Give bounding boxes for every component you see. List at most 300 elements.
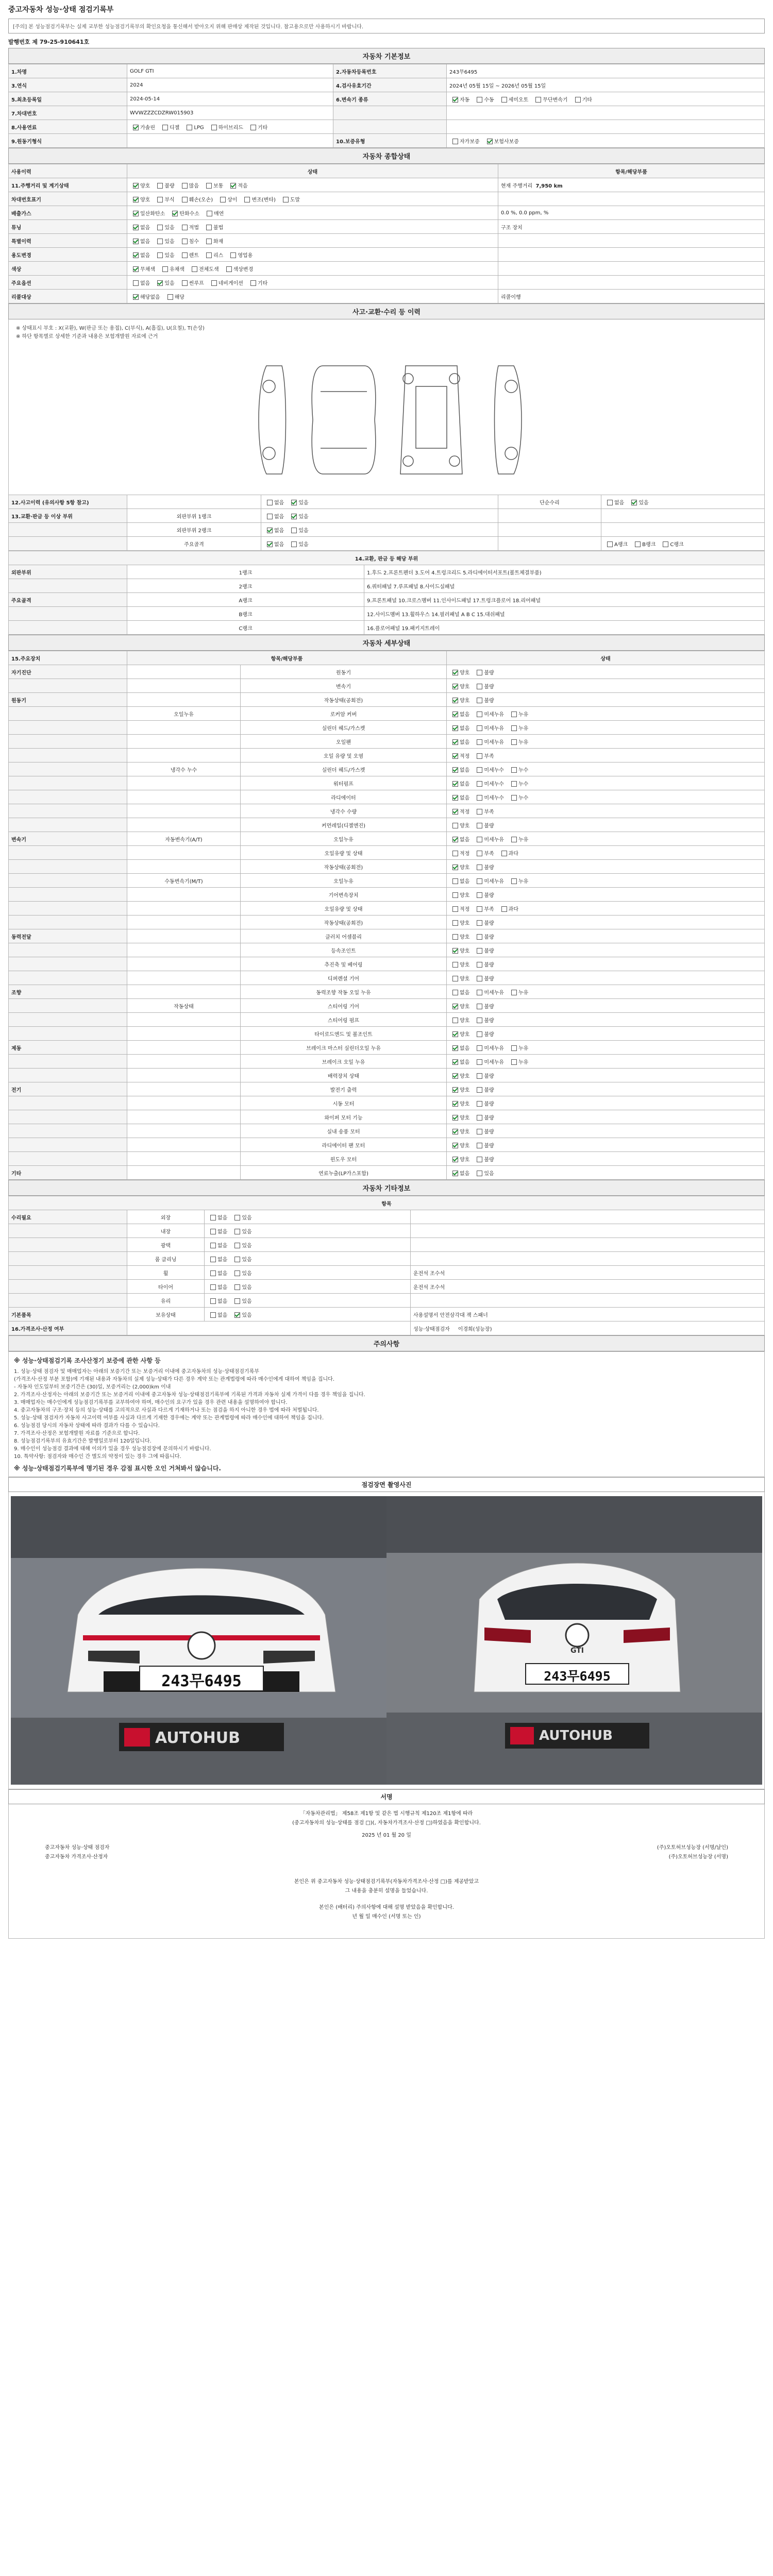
- option-label: 있음: [242, 1298, 252, 1304]
- checkbox-icon: [607, 541, 613, 547]
- price-label: 16.가격조사·산정 여부: [9, 1321, 127, 1335]
- option-label: 부식: [164, 197, 175, 203]
- option-label: 도말: [290, 197, 300, 203]
- option-label: 부족: [484, 851, 494, 857]
- detail-option: [474, 1127, 494, 1135]
- detail-system: 자기진단: [9, 665, 127, 679]
- other-row: [9, 1294, 765, 1308]
- option-label: 적정: [460, 753, 470, 759]
- detail-item: 시동 모터: [241, 1096, 447, 1110]
- checkbox-icon: [187, 125, 192, 130]
- report-notice: [주의] 본 성능점검기록부는 실제 교부한 성능점검기록부의 확인요청을 통신해서 받아오지 위해 판매상 제작된 것입니다. 참고용으로만 사용하시기 바랍니다.: [8, 19, 765, 33]
- option-label: 불량: [484, 823, 494, 829]
- detail-item: 클러치 어셈블리: [241, 929, 447, 943]
- detail-state: [447, 860, 765, 874]
- option-label: 있음: [242, 1270, 252, 1277]
- parts-items: 12.사이드멤버 13.휠하우스 14.필러패널 A B C 15.대쉬패널: [364, 607, 765, 621]
- detail-option: [449, 919, 469, 926]
- detail-item: 오일 유량 및 오염: [241, 749, 447, 762]
- detail-system: [9, 721, 127, 735]
- checkbox-icon: [477, 837, 482, 842]
- detail-row: [9, 1124, 765, 1138]
- detail-row: [9, 1110, 765, 1124]
- detail-option: [474, 1072, 494, 1079]
- checkbox-icon: [452, 892, 458, 898]
- notes-warning: ※ 성능·상태점검기록부에 명기된 경우 감점 표시한 오인 거쳐봐서 않습니다.: [14, 1465, 221, 1472]
- checkbox-icon: [452, 781, 458, 787]
- detail-option: [449, 724, 469, 732]
- option-label: 양호: [460, 1018, 470, 1024]
- notes-line: (가격조사·산정 부분 포함)에 기재된 내용과 자동차의 실제 성능·상태가 다른 경우 계약 또는 관계법령에 따라 매수인에게 대하여 책임을 집니다.: [14, 1377, 334, 1382]
- checkbox-icon: [291, 514, 297, 519]
- checkbox-icon: [157, 225, 163, 230]
- option-label: 있음: [298, 500, 309, 506]
- doc-number-value: 79-25-910641호: [39, 39, 90, 45]
- accident-state: [261, 523, 498, 537]
- parts-group: [9, 607, 127, 621]
- accident-title: 사고·교환·수리 등 이력: [8, 303, 765, 319]
- option-label: 있음: [164, 225, 175, 231]
- overall-extra: 0.0 %, 0.0 ppm, %: [498, 206, 765, 220]
- accident-state-2: [601, 523, 765, 537]
- option-label: 있음: [164, 280, 175, 286]
- detail-option: [474, 1030, 494, 1038]
- option-label: 양호: [140, 197, 150, 203]
- accident2-option: [628, 498, 648, 506]
- checkbox-icon: [477, 962, 482, 968]
- option-label: 없음: [460, 1045, 470, 1052]
- checkbox-icon: [206, 183, 212, 189]
- basic-row: [9, 64, 765, 78]
- checkbox-icon: [452, 823, 458, 828]
- detail-part: [127, 721, 241, 735]
- detail-system: [9, 707, 127, 721]
- option-label: 있음: [242, 1243, 252, 1249]
- detail-option: [449, 668, 469, 676]
- basic-row: [9, 106, 765, 120]
- detail-part: [127, 846, 241, 860]
- checkbox-icon: [133, 280, 139, 286]
- detail-option: [449, 1002, 469, 1010]
- checkbox-icon: [452, 1045, 458, 1051]
- overall-extra: [498, 234, 765, 248]
- overall-state: [127, 192, 498, 206]
- other-option: [207, 1241, 227, 1249]
- detail-item: 작동상태(공회전): [241, 916, 447, 929]
- overall-option: [154, 237, 174, 245]
- option-label: 없음: [460, 795, 470, 801]
- checkbox-icon: [452, 1018, 458, 1023]
- other-state: [205, 1308, 411, 1321]
- option-label: 없음: [460, 711, 470, 718]
- option-label: 양호: [460, 823, 470, 829]
- detail-part: [127, 971, 241, 985]
- other-item: 유리: [127, 1294, 205, 1308]
- accident-label: 12.사고이력 (유의사항 5항 참고): [9, 495, 127, 509]
- option-label: 없음: [614, 500, 625, 506]
- option-label: 부족: [484, 809, 494, 815]
- detail-option: [474, 1155, 494, 1163]
- detail-state: [447, 721, 765, 735]
- detail-option: [449, 863, 469, 871]
- checkbox-icon: [452, 1031, 458, 1037]
- basic-value: [127, 134, 333, 148]
- detail-option: [508, 988, 528, 996]
- checkbox-icon: [226, 266, 232, 272]
- option-label: 없음: [274, 514, 284, 520]
- detail-item: 로커암 커버: [241, 707, 447, 721]
- overall-state: [127, 276, 498, 290]
- detail-row: [9, 1041, 765, 1055]
- receipt-line-2: 그 내용을 충분히 설명을 들었습니다.: [345, 1888, 428, 1894]
- option-label: 있음: [242, 1257, 252, 1263]
- detail-state: [447, 971, 765, 985]
- transmission-option: [572, 95, 592, 103]
- basic-label-2: 10.보증유형: [333, 134, 447, 148]
- checkbox-icon: [477, 1059, 482, 1065]
- option-label: 렌트: [189, 252, 199, 259]
- detail-section: [8, 635, 765, 1180]
- option-label: 훼손(오손): [189, 197, 213, 203]
- sign-line-2: (중고자동차의 성능·상태를 점검 □)(, 자동차가격조사·산정 □)하였음을 확인합니다.: [292, 1820, 481, 1826]
- option-label: 많음: [189, 183, 199, 189]
- parts-rank: 2랭크: [127, 579, 364, 593]
- detail-state: [447, 1082, 765, 1096]
- basic-label: 8.사용연료: [9, 120, 127, 134]
- option-label: 하이브리드: [218, 125, 243, 131]
- overall-state: [127, 178, 498, 192]
- detail-system: [9, 1069, 127, 1082]
- detail-state: [447, 985, 765, 999]
- checkbox-icon: [267, 528, 273, 533]
- option-label: 미세누유: [484, 878, 504, 885]
- checkbox-icon: [452, 1143, 458, 1148]
- overall-option: [280, 195, 300, 203]
- option-label: 양호: [460, 684, 470, 690]
- option-label: 썬루프: [189, 280, 204, 286]
- option-label: 불량: [484, 1101, 494, 1107]
- option-label: 적음: [238, 183, 248, 189]
- other-item: 외장: [127, 1210, 205, 1224]
- overall-option: [154, 223, 174, 231]
- checkbox-icon: [511, 1045, 517, 1051]
- option-label: 없음: [217, 1298, 228, 1304]
- checkbox-icon: [452, 670, 458, 675]
- option-label: 변조(변타): [251, 197, 276, 203]
- other-option: [231, 1311, 251, 1318]
- detail-item: 타이로드엔드 및 볼조인트: [241, 1027, 447, 1041]
- checkbox-icon: [452, 809, 458, 815]
- other-extra: [411, 1252, 765, 1266]
- basic-value-2: 2024년 05월 15일 ~ 2026년 05월 15일: [447, 78, 765, 92]
- detail-part: [127, 735, 241, 749]
- parts-items: 16.플로어패널 19.패키지트레이: [364, 621, 765, 635]
- detail-item: 디퍼렌셜 기어: [241, 971, 447, 985]
- detail-option: [474, 1058, 504, 1065]
- overall-option: [169, 209, 199, 217]
- notes-line: 1. 성능·상태 점검자 및 매매업자는 아래의 보증기간 또는 보증거리 이내에 중고자동차의 성능·상태점검기록부: [14, 1369, 259, 1375]
- legend-line-2: ※ 하단 항목별로 상세한 기준과 내용은 보험개발원 자료에 근거: [16, 334, 158, 340]
- inspector-name: 이경희(성능장): [458, 1326, 492, 1332]
- option-label: 불량: [484, 684, 494, 690]
- checkbox-icon: [452, 878, 458, 884]
- detail-part: [127, 1041, 241, 1055]
- detail-system: [9, 1152, 127, 1166]
- overall-option: [130, 251, 150, 259]
- parts-items: 6.쿼터패널 7.루프패널 8.사이드실패널: [364, 579, 765, 593]
- detail-option: [449, 974, 469, 982]
- checkbox-icon: [234, 1257, 240, 1262]
- option-label: 있음: [298, 528, 309, 534]
- detail-option: [449, 1030, 469, 1038]
- checkbox-icon: [234, 1298, 240, 1304]
- overall-row: [9, 234, 765, 248]
- notes-body: [8, 1351, 765, 1477]
- detail-state: [447, 749, 765, 762]
- detail-part: [127, 860, 241, 874]
- option-label: 해당: [174, 294, 184, 300]
- checkbox-icon: [267, 514, 273, 519]
- checkbox-icon: [182, 197, 188, 202]
- detail-part: 냉각수 누수: [127, 762, 241, 776]
- checkbox-icon: [157, 239, 163, 244]
- checkbox-icon: [157, 197, 163, 202]
- checkbox-icon: [172, 211, 178, 216]
- checkbox-icon: [477, 851, 482, 856]
- fuel-option: [130, 123, 155, 131]
- option-label: 불량: [484, 920, 494, 926]
- option-label: 불량: [484, 1004, 494, 1010]
- sign-inspector-row: [14, 1843, 759, 1853]
- option-label: 누유: [518, 990, 529, 996]
- detail-system: 동력전달: [9, 929, 127, 943]
- checkbox-icon: [133, 183, 139, 189]
- detail-system: [9, 749, 127, 762]
- option-label: 없음: [460, 1059, 470, 1065]
- checkbox-icon: [452, 1157, 458, 1162]
- detail-row: [9, 929, 765, 943]
- accident-label-2: [498, 509, 601, 523]
- parts-row: [9, 607, 765, 621]
- basic-label-2: [333, 106, 447, 120]
- detail-item: 변속기: [241, 679, 447, 693]
- warranty-option: [484, 137, 519, 145]
- option-label: 없음: [217, 1243, 228, 1249]
- other-option: [207, 1297, 227, 1304]
- basic-value-2: [447, 106, 765, 120]
- checkbox-icon: [511, 1059, 517, 1065]
- other-row: [9, 1224, 765, 1238]
- detail-system: [9, 776, 127, 790]
- detail-option: [449, 779, 469, 787]
- accident-sub: 주요골격: [127, 537, 261, 551]
- accident-state-2: [601, 509, 765, 523]
- detail-state: [447, 707, 765, 721]
- overall-option: [154, 181, 174, 189]
- parts-row: [9, 593, 765, 607]
- other-table: [8, 1196, 765, 1335]
- detail-state: [447, 762, 765, 776]
- overall-option: [130, 209, 165, 217]
- option-label: 미세누수: [484, 795, 504, 801]
- option-label: 미세누유: [484, 1059, 504, 1065]
- detail-row: [9, 776, 765, 790]
- option-label: 양호: [460, 1087, 470, 1093]
- detail-system: [9, 916, 127, 929]
- parts-row: [9, 621, 765, 635]
- overall-option: [223, 265, 254, 273]
- sign-price-value: (주)오토허브성능장 (서명): [668, 1854, 728, 1860]
- detail-option: [449, 766, 469, 773]
- other-option: [231, 1241, 251, 1249]
- option-label: 보험사보증: [494, 139, 519, 145]
- detail-option: [449, 1016, 469, 1024]
- accident-sub: 외판부위 1랭크: [127, 509, 261, 523]
- detail-row: [9, 957, 765, 971]
- notes-line: 9. 매수인이 성능점검 결과에 대해 이의가 있을 경우 성능점검장에 문의하시기 바랍니다.: [14, 1446, 211, 1452]
- detail-option: [449, 696, 469, 704]
- detail-part: [127, 916, 241, 929]
- accident2-option: [604, 540, 628, 548]
- option-label: LPG: [194, 125, 204, 131]
- notes-line: 2. 가격조사·산정자는 아래의 보증기간 또는 보증거리 이내에 중고자동차 성능·상태점검기록부에 기록된 가격과 자동차 실제 가격이 다를 경우 책임을 집니다.: [14, 1392, 365, 1398]
- other-state: [205, 1210, 411, 1224]
- detail-option: [474, 668, 494, 676]
- option-label: 양호: [460, 934, 470, 940]
- detail-system: [9, 762, 127, 776]
- basic-row: [9, 120, 765, 134]
- detail-option: [449, 821, 469, 829]
- rear-photo: [386, 1496, 762, 1785]
- other-item: 룸 클리닝: [127, 1252, 205, 1266]
- detail-option: [508, 779, 528, 787]
- detail-state: [447, 1069, 765, 1082]
- checkbox-icon: [452, 97, 458, 103]
- detail-system: [9, 999, 127, 1013]
- detail-item: 실내 송풍 모터: [241, 1124, 447, 1138]
- option-label: 없음: [460, 781, 470, 787]
- overall-label: 색상: [9, 262, 127, 276]
- detail-state: [447, 888, 765, 902]
- detail-state: [447, 790, 765, 804]
- detail-item: 오일누유: [241, 832, 447, 846]
- checkbox-icon: [157, 252, 163, 258]
- overall-option: [203, 237, 223, 245]
- option-label: 전체도색: [198, 266, 219, 273]
- detail-option: [474, 988, 504, 996]
- detail-state: [447, 1152, 765, 1166]
- checkbox-icon: [477, 948, 482, 954]
- option-label: 자동: [460, 97, 470, 103]
- checkbox-icon: [452, 1059, 458, 1065]
- option-label: 불량: [164, 183, 175, 189]
- detail-row: [9, 1069, 765, 1082]
- option-label: 자가보증: [460, 139, 480, 145]
- detail-option: [474, 752, 494, 759]
- doc-number: [5, 36, 768, 48]
- detail-option: [449, 807, 469, 815]
- option-label: 미세누유: [484, 990, 504, 996]
- checkbox-icon: [511, 739, 517, 745]
- accident-state: [261, 495, 498, 509]
- detail-option: [474, 877, 504, 885]
- checkbox-icon: [477, 1031, 482, 1037]
- accident-label-2: 단순수리: [498, 495, 601, 509]
- option-label: 양호: [460, 892, 470, 899]
- detail-option: [508, 710, 528, 718]
- option-label: 불량: [484, 976, 494, 982]
- checkbox-icon: [511, 795, 517, 801]
- detail-head-item: 항목/해당부품: [127, 651, 447, 665]
- option-label: 침수: [189, 239, 199, 245]
- report-title: 중고자동차 성능·상태 점검기록부: [8, 6, 114, 14]
- other-extra: [411, 1238, 765, 1252]
- checkbox-icon: [210, 1243, 216, 1248]
- detail-option: [498, 849, 518, 857]
- checkbox-icon: [501, 851, 507, 856]
- detail-system: [9, 860, 127, 874]
- warranty-option: [449, 137, 480, 145]
- checkbox-icon: [452, 920, 458, 926]
- detail-option: [474, 1099, 494, 1107]
- checkbox-icon: [452, 837, 458, 842]
- detail-item: 라디에이터: [241, 790, 447, 804]
- overall-extra: 현재 주행거리 7,950 km: [498, 178, 765, 192]
- checkbox-icon: [133, 239, 139, 244]
- detail-part: [127, 749, 241, 762]
- other-row: [9, 1210, 765, 1224]
- overall-state: [127, 262, 498, 276]
- detail-row: [9, 916, 765, 929]
- overall-state: [127, 220, 498, 234]
- checkbox-icon: [234, 1229, 240, 1234]
- detail-row: [9, 1166, 765, 1180]
- option-label: 있음: [298, 541, 309, 548]
- option-label: 양호: [460, 1129, 470, 1135]
- overall-option: [154, 251, 174, 259]
- detail-state: [447, 818, 765, 832]
- checkbox-icon: [210, 1215, 216, 1221]
- checkbox-icon: [663, 541, 668, 547]
- option-label: 양호: [460, 1143, 470, 1149]
- detail-system: [9, 1027, 127, 1041]
- basic-label: 1.차명: [9, 64, 127, 78]
- detail-system: [9, 818, 127, 832]
- overall-option: [241, 195, 275, 203]
- option-label: 불량: [484, 1073, 494, 1079]
- detail-option: [508, 724, 528, 732]
- legend-line-1: ※ 상태표시 부호 : X(교환), W(판금 또는 용접), C(부식), A(흠집), U(요철), T(손상): [16, 326, 205, 331]
- detail-item: 작동상태(공회전): [241, 860, 447, 874]
- option-label: 가솔린: [140, 125, 155, 131]
- detail-option: [449, 738, 469, 745]
- detail-option: [474, 905, 494, 912]
- accident-row: [9, 523, 765, 537]
- overall-label: 튜닝: [9, 220, 127, 234]
- detail-option: [474, 766, 504, 773]
- other-group: [9, 1294, 127, 1308]
- parts-rank: C랭크: [127, 621, 364, 635]
- inspector-label: 성능·상태점검자: [413, 1326, 450, 1332]
- parts-rank: A랭크: [127, 593, 364, 607]
- detail-system: [9, 804, 127, 818]
- detail-system: 제동: [9, 1041, 127, 1055]
- notes-section: [8, 1335, 765, 1477]
- checkbox-icon: [452, 684, 458, 689]
- detail-option: [474, 835, 504, 843]
- detail-option: [474, 919, 494, 926]
- detail-system: [9, 957, 127, 971]
